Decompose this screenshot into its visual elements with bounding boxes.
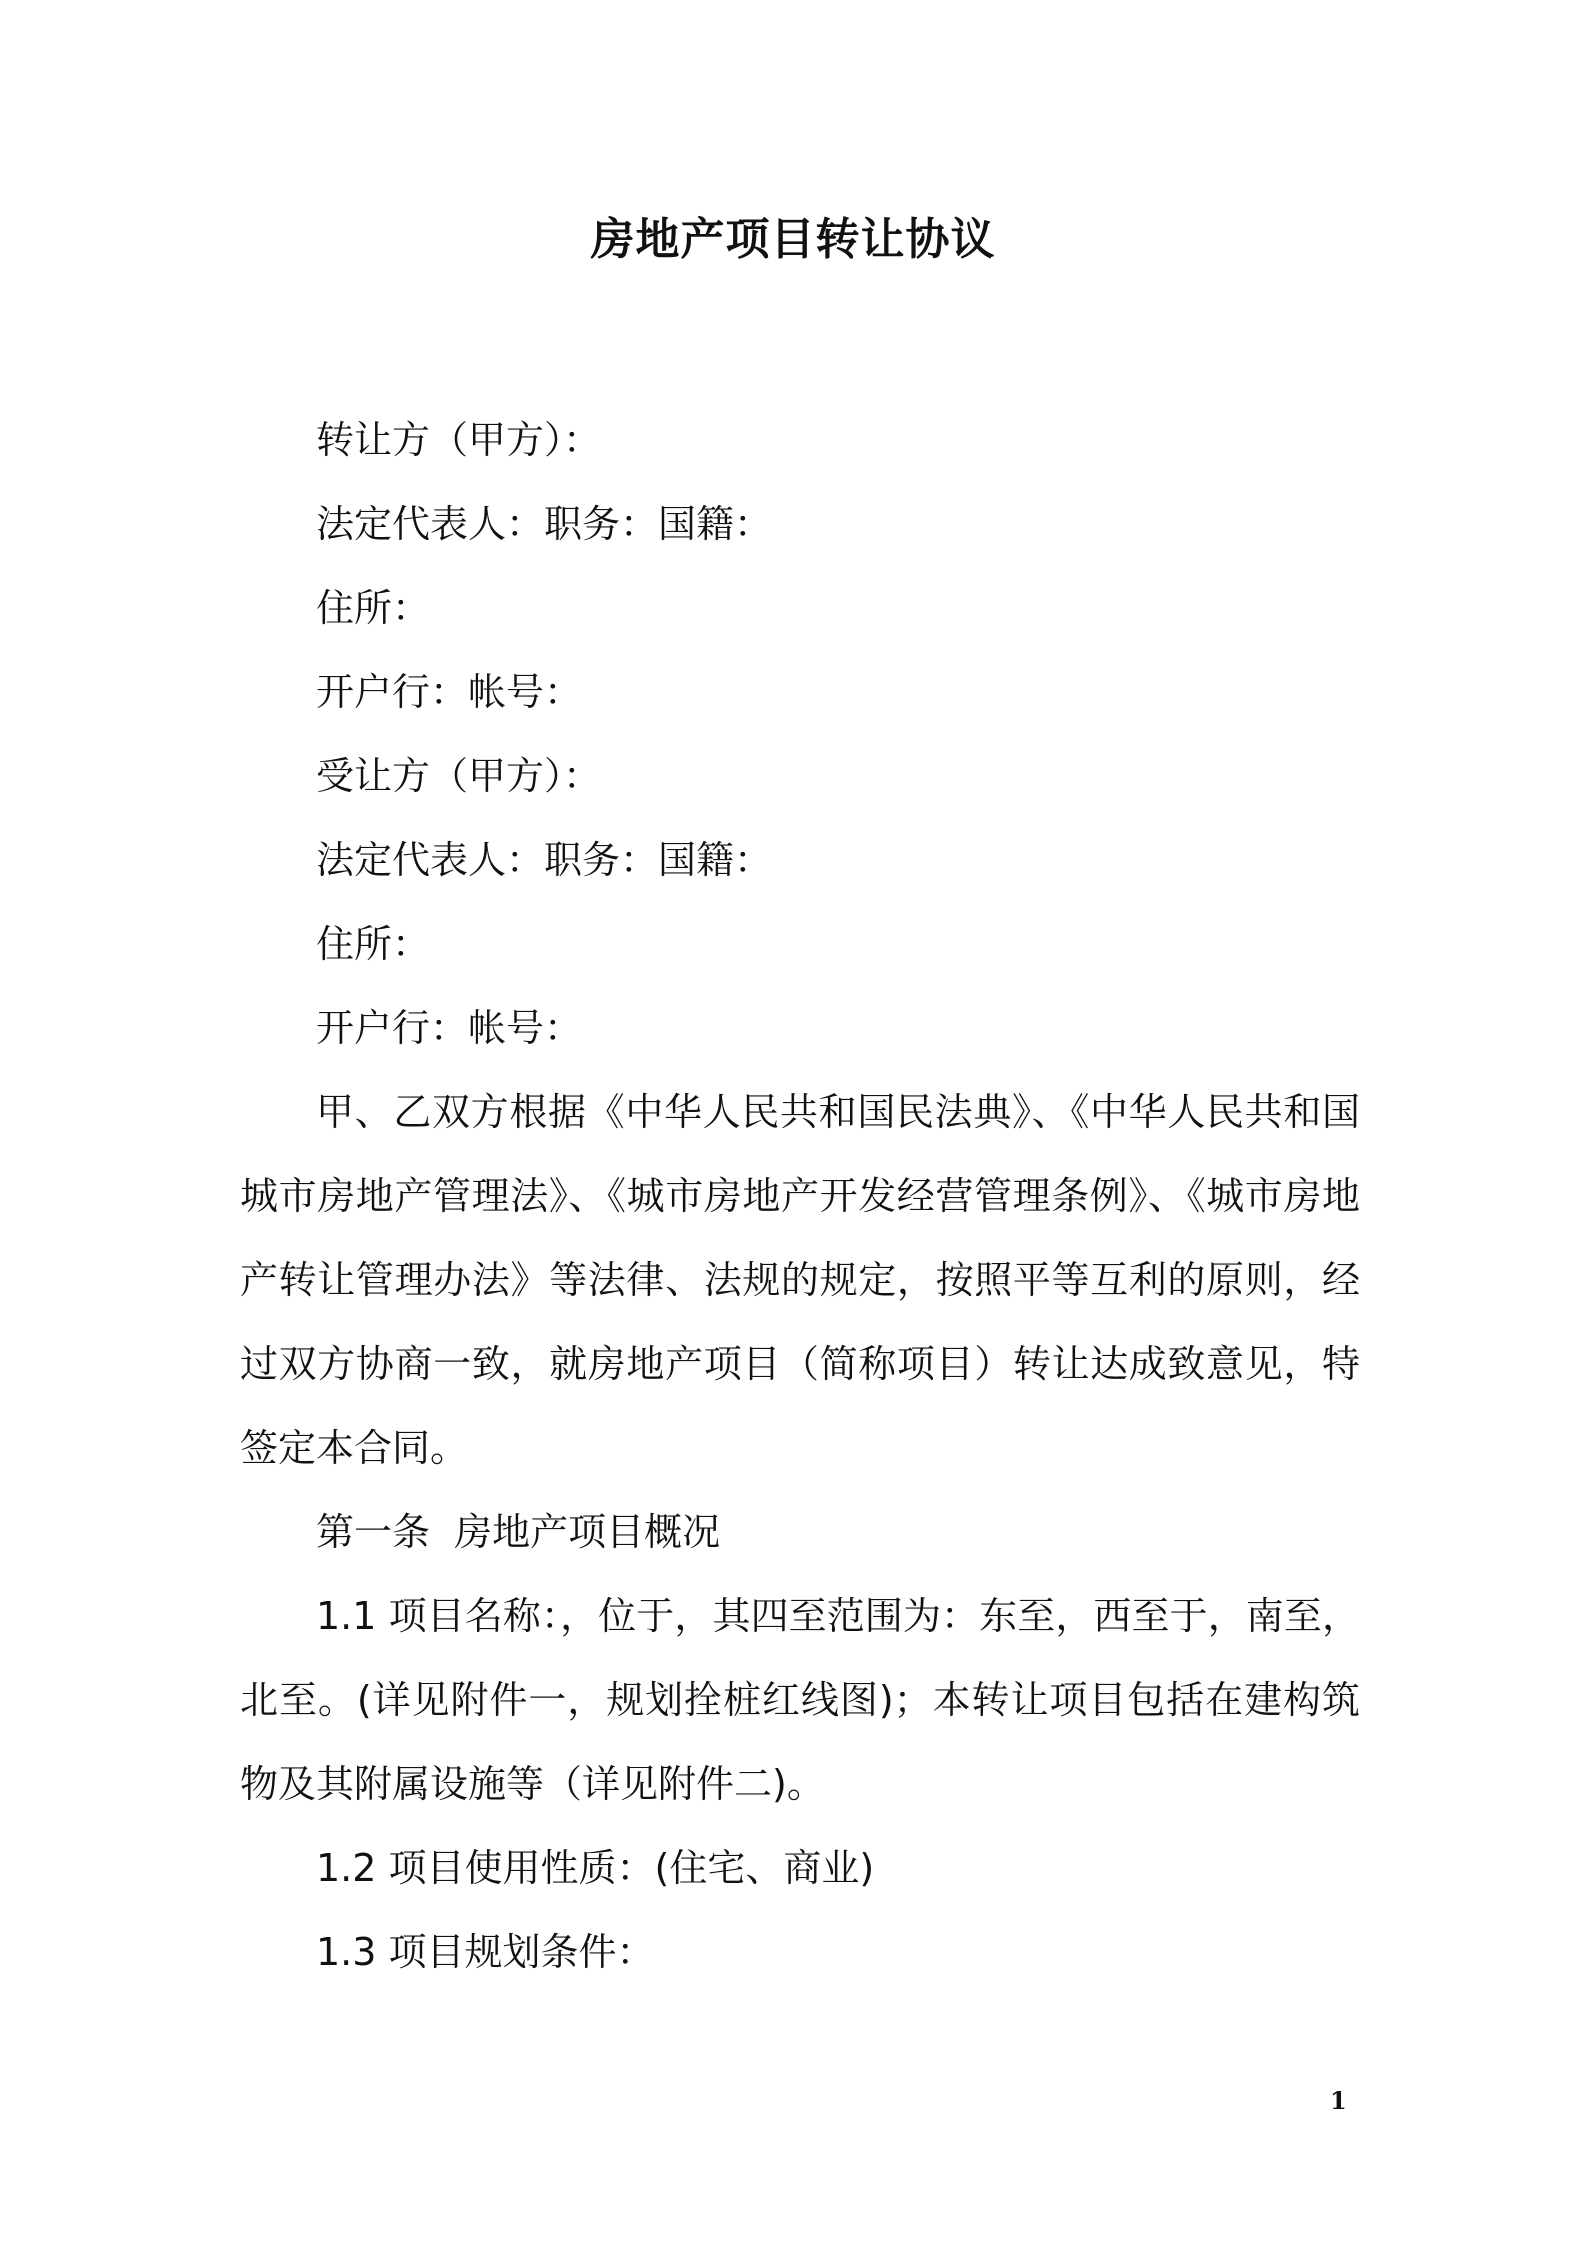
transferee-line: 受让方（甲方）： <box>316 754 602 798</box>
document-body <box>240 398 1360 1994</box>
transferor-bank-line: 开户行：帐号： <box>316 670 583 714</box>
clause-1-3-line: 1.3 项目规划条件： <box>316 1930 655 1974</box>
clause-1-2-line: 1.2 项目使用性质：(住宅、商业) <box>316 1846 875 1890</box>
transferor-address-line: 住所： <box>316 586 431 630</box>
transferee-legal-rep-line: 法定代表人：职务：国籍： <box>316 838 773 882</box>
preamble-paragraph: 甲、乙双方根据《中华人民共和国民法典》、《中华人民共和国城市房地产管理法》、《城市房地产开发经营管理条例》、《城市房地产转让管理办法》等法律、法规的规定，按照平等互利的原则，经过双方协商一致，就房地产项目（简称项目）转让达成致意见，特签定本合同。 <box>240 1090 1360 1470</box>
transferor-line: 转让方（甲方）： <box>316 418 602 462</box>
transferee-bank-line: 开户行：帐号： <box>316 1006 583 1050</box>
article-1-heading: 第一条 房地产项目概况 <box>316 1510 721 1554</box>
transferor-legal-rep-line: 法定代表人：职务：国籍： <box>316 502 773 546</box>
page-number: 1 <box>1330 2086 1347 2115</box>
document-title: 房地产项目转让协议 <box>590 214 996 265</box>
transferee-address-line: 住所： <box>316 922 431 966</box>
clause-1-1-paragraph: 1.1 项目名称：，位于，其四至范围为：东至，西至于，南至，北至。(详见附件一，规划拴桩红线图)；本转让项目包括在建构筑物及其附属设施等（详见附件二)。 <box>240 1594 1360 1806</box>
